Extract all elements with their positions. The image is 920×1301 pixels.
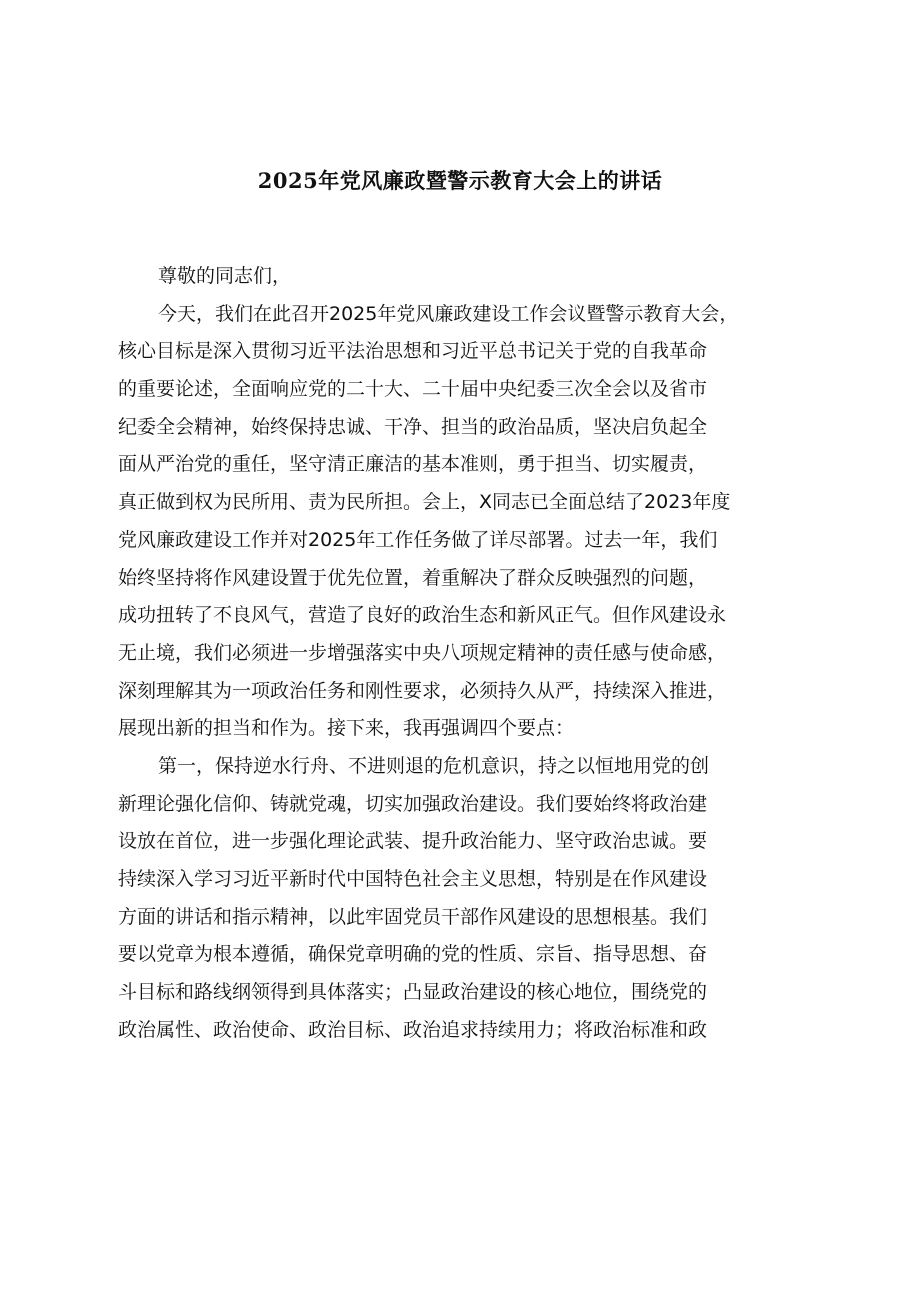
paragraph-line: 新理论强化信仰、铸就党魂，切实加强政治建设。我们要始终将政治建 [118, 792, 708, 815]
paragraph-line: 设放在首位，进一步强化理论武装、提升政治能力、坚守政治忠诚。要 [118, 830, 708, 853]
paragraph-line: 核心目标是深入贯彻习近平法治思想和习近平总书记关于党的自我革命 [118, 340, 708, 363]
paragraph-line: 第一，保持逆水行舟、不进则退的危机意识，持之以恒地用党的创 [158, 754, 710, 777]
salutation-line: 尊敬的同志们， [158, 265, 292, 287]
paragraph-line: 斗目标和路线纲领得到具体落实；凸显政治建设的核心地位，围绕党的 [118, 981, 708, 1004]
document-body [118, 258, 818, 1049]
paragraph-line: 政治属性、政治使命、政治目标、政治追求持续用力；将政治标准和政 [118, 1018, 708, 1041]
paragraph-line: 真正做到权为民所用、责为民所担。会上，X同志已全面总结了2023年度 [118, 491, 731, 514]
paragraph-line: 面从严治党的重任，坚守清正廉洁的基本准则，勇于担当、切实履责， [118, 453, 708, 476]
paragraph-line: 的重要论述，全面响应党的二十大、二十届中央纪委三次全会以及省市 [118, 378, 708, 401]
paragraph-line: 要以党章为根本遵循，确保党章明确的党的性质、宗旨、指导思想、奋 [118, 943, 708, 966]
paragraph-line: 深刻理解其为一项政治任务和刚性要求，必须持久从严，持续深入推进， [118, 679, 727, 702]
paragraph-line: 无止境，我们必须进一步增强落实中央八项规定精神的责任感与使命感， [118, 641, 727, 664]
paragraph-line: 始终坚持将作风建设置于优先位置，着重解决了群众反映强烈的问题， [118, 566, 708, 589]
document-title: 2025年党风廉政暨警示教育大会上的讲话 [257, 168, 663, 193]
paragraph-line: 持续深入学习习近平新时代中国特色社会主义思想，特别是在作风建设 [118, 868, 708, 890]
paragraph-line: 成功扭转了不良风气，营造了良好的政治生态和新风正气。但作风建设永 [118, 604, 727, 627]
paragraph-line: 纪委全会精神，始终保持忠诚、干净、担当的政治品质，坚决启负起全 [118, 415, 708, 438]
paragraph-line: 今天，我们在此召开2025年党风廉政建设工作会议暨警示教育大会， [158, 302, 739, 325]
paragraph-line: 展现出新的担当和作为。接下来，我再强调四个要点： [118, 717, 575, 740]
paragraph-line: 方面的讲话和指示精神，以此牢固党员干部作风建设的思想根基。我们 [118, 905, 708, 928]
paragraph-line: 党风廉政建设工作并对2025年工作任务做了详尽部署。过去一年，我们 [118, 528, 718, 551]
